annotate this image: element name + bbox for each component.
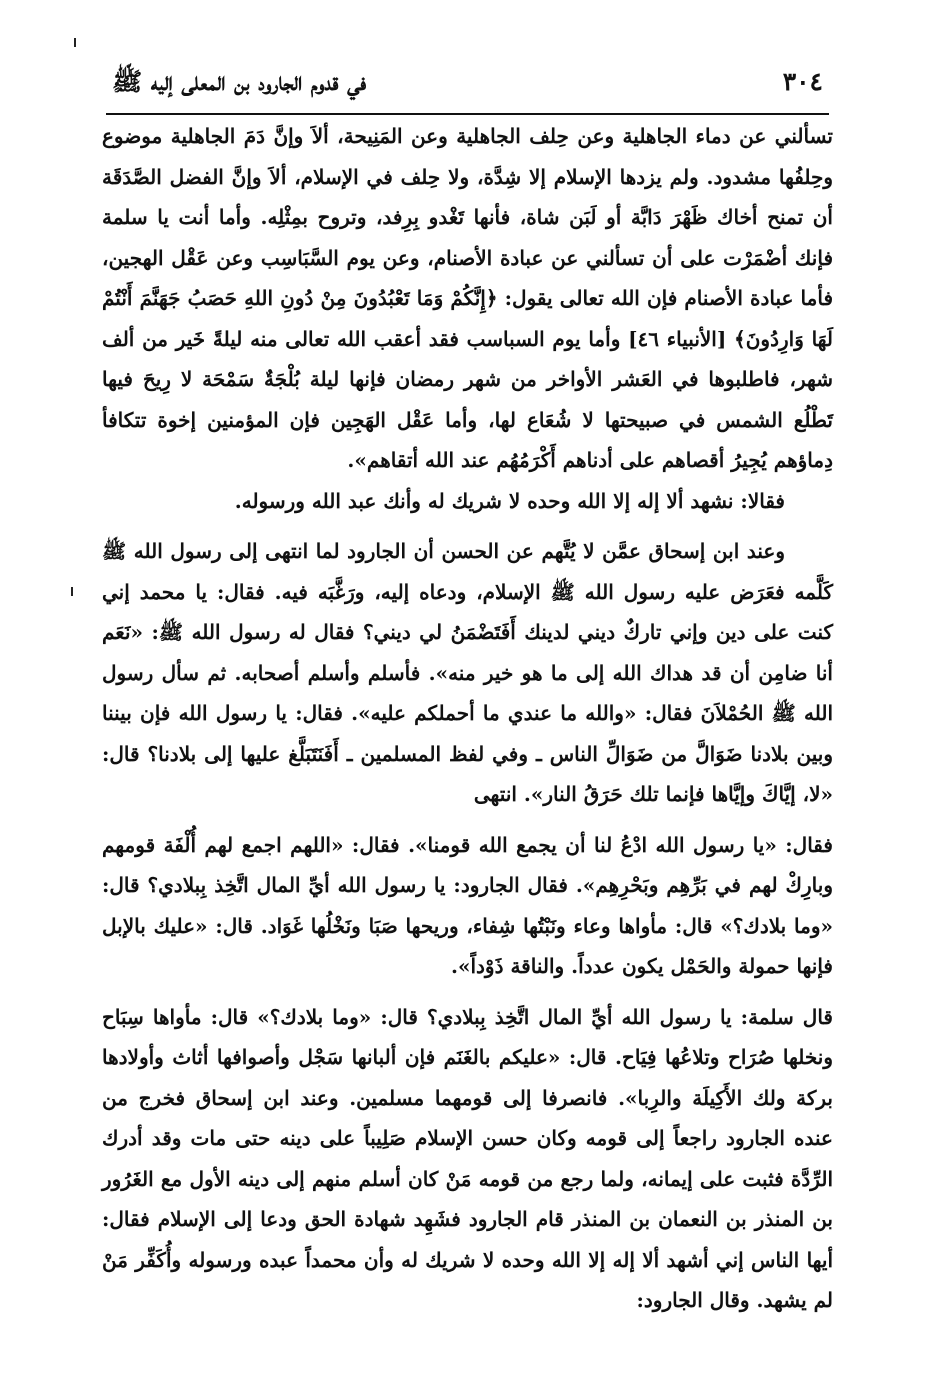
scan-mark [71,587,73,596]
page-header [112,56,823,108]
paragraph: قال سلمة: يا رسول الله أيِّ المال اتَّخِذ بِبلادي؟ قال: «وما بلادك؟» قال: مأواها سِبَاح ونخلها صُرَاح وتلاعُها فِيَاح. قال: «عليكم بالغَنَم فإن ألبانها سَجْل وأصوافها أثاث وأولادها بركة ولك الأَكِيلَة والرِبا». فانصرفا إلى قومهما مسلمين. وعند ابن إسحاق فخرج من عنده الجارود راجعاً إلى قومه وكان حسن الإسلام صَلِيباً على دينه حتى مات وقد أدرك الرِّدَّة فثبت على إيمانه، ولما رجع من قومه مَنْ كان أسلم منهم إلى دينه الأول مع الغَرُور بن المنذر بن النعمان بن المنذر قام الجارود فشَهِد شهادة الحق ودعا إلى الإسلام فقال: أيها الناس إني أشهد ألا إله إلا الله وحده لا شريك له وأن محمداً عبده ورسوله وأُكَفِّر مَنْ لم يشهد. وقال الجارود: [102,1004,834,1312]
scan-mark [74,38,76,47]
paragraph: وعند ابن إسحاق عمَّن لا يُتَّهم عن الحسن أن الجارود لما انتهى إلى رسول الله ﷺ كَلَّمه فعَرَض عليه رسول الله ﷺ الإسلام، ودعاه إليه، ورَغَّبَه فيه. فقال: يا محمد إني كنت على دين وإني تاركٌ ديني لدينك أَفَتَضْمَنُ لي ديني؟ فقال له رسول الله ﷺ: «نَعَم أنا ضامِن أن قد هداك الله إلى ما هو خير منه». فأسلم وأسلم أصحابه. ثم سأل رسول الله ﷺ الحُمْلاَنَ فقال: «والله ما عندي ما أحملكم عليه». فقال: يا رسول الله فإن بيننا وبين بلادنا ضَوَالَّ من ضَوَالِّ الناس ـ وفي لفظ المسلمين ـ أَفَنَتَبَلَّغ عليها إلى بلادنا؟ قال: «لا، إيَّاكَ وإيَّاها فإنما تلك حَرَقُ النار». انتهى [102,539,834,806]
paragraph: فقال: «يا رسول الله ادْعُ لنا أن يجمع الله قومنا». فقال: «اللهم اجمع لهم أُلْفَة قومهم وبارِكْ لهم في بَرِّهِم وبَحْرِهِم». فقال الجارود: يا رسول الله أيِّ المال اتَّخِذ بِبلادي؟ قال: «وما بلادك؟» قال: مأواها وعاء ونَبْتُها شِفاء، وريحها صَبَا ونَخْلُها غَوَاد. قال: «عليك بالإبل فإنها حمولة والحَمْل يكون عدداً. والناقة ذَوْداً». [102,832,833,978]
page-number: ٣٠٤ [782,67,823,96]
paragraph: فقالا: نشهد ألا إله إلا الله وحده لا شريك له وأنك عبد الله ورسوله. [234,488,785,513]
running-title: في قدوم الجارود بن المعلى إليه ﷺ [112,67,367,96]
header-divider [106,113,829,115]
paragraph: تسألني عن دماء الجاهلية وعن حِلف الجاهلية وعن المَنِيحة، ألاَ وإنَّ دَمَ الجاهلية موضوع وحِلفُها مشدود. ولم يزدها الإسلام إلا شِدَّة، ولا حِلف في الإسلام، ألاَ وإنَّ الفضل الصَّدَقَة أن تمنح أخاك ظَهْرَ دَابَّة أو لَبَن شاة، فأنها تَغْدو بِرِفد، وتروح بمِثْلِه. وأما أنت يا سلمة فإنك أضْمَرْت على أن تسألني عن عبادة الأصنام، وعن يوم السَّبَاسِب وعن عَقْل الهجين، فأما عبادة الأصنام فإن الله تعالى يقول: ﴿إِنَّكُمْ وَمَا تَعْبُدُونَ مِنْ دُونِ اللهِ حَصَبُ جَهَنَّمَ أَنْتُمْ لَهَا وَارِدُونَ﴾ [الأنبياء ٤٦] وأما يوم السباسب فقد أعقب الله تعالى منه ليلةً خَير من ألف شهر، فاطلبوها في العَشر الأواخر من شهر رمضان فإنها ليلة بُلْجَةٌ سَمْحَة لا رِيحَ فيها تَطْلُع الشمس في صبيحتها لا شُعَاع لها، وأما عَقْل الهَجِين فإن المؤمنين إخوة تتكافأ دِماؤهم يُجِيرُ أقصاهم على أدناهم أَكْرَمُهُم عند الله أتقاهم». [102,124,833,472]
body-text [102,116,833,1321]
